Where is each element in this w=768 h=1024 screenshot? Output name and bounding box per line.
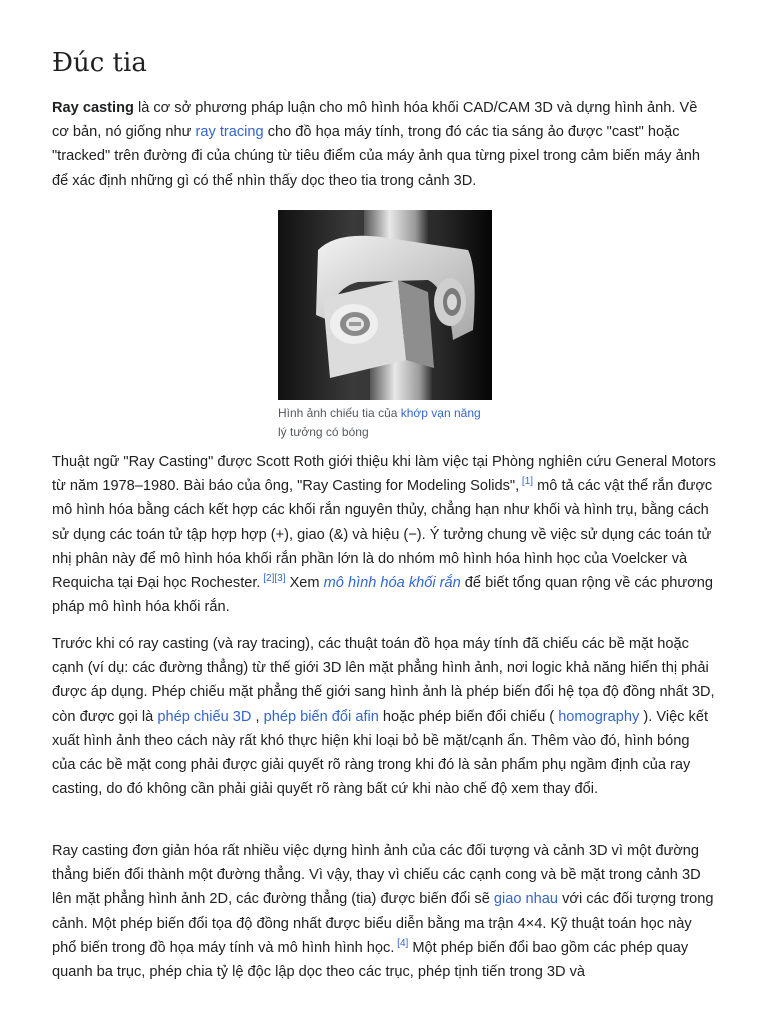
universal-joint-image[interactable] <box>278 210 492 400</box>
text: là cơ sở phương pháp luận cho mô hình hóa khối CAD/CAM 3D và dựng hình ảnh. Về cơ bản, nó giống như <box>52 100 698 141</box>
caption-text: Hình ảnh chiếu tia của <box>278 406 401 420</box>
text: hoặc phép biến đổi chiếu ( <box>378 708 559 725</box>
text: Xem <box>285 575 324 592</box>
text: , <box>251 708 264 725</box>
link-affine-transformation[interactable]: phép biến đổi afin <box>263 708 379 725</box>
paragraph-simplification <box>52 839 716 984</box>
text: để biết tổng quan rộng về các phương pháp mô hình hóa khối rắn. <box>52 575 713 616</box>
page-title: Đúc tia <box>52 48 147 78</box>
citation-4[interactable]: [4] <box>394 937 409 949</box>
figure <box>278 210 492 442</box>
caption-text: lý tưởng có bóng <box>278 425 369 439</box>
paragraph-intro <box>52 96 716 193</box>
link-ray-tracing[interactable]: ray tracing <box>195 124 264 141</box>
link-3d-projection[interactable]: phép chiếu 3D <box>157 708 252 725</box>
link-universal-joint[interactable]: khớp vạn năng <box>400 406 481 420</box>
text: ). Việc kết xuất hình ảnh theo cách này rất khó thực hiện khi loại bỏ bề mặt/cạnh ẩn. Thêm vào đó, hình bóng của các bề mặt cong phải được giải quyết rõ ràng trong khi đó là sản phẩm phụ ngầm định của ray casting, do đó không cần phải giải quyết rõ ràng bất cứ khi nào chế độ xem thay đổi. <box>52 708 708 798</box>
text: với các đối tượng trong cảnh. Một phép biến đổi tọa độ đồng nhất được biểu diễn bằng ma trận 4×4. Kỹ thuật toán học này phổ biến trong đồ họa máy tính và mô hình hình học. <box>52 891 714 956</box>
figure-caption <box>278 404 492 442</box>
citation-2[interactable]: [2] <box>260 573 275 585</box>
text: Một phép biến đổi bao gồm các phép quay quanh ba trục, phép chia tỷ lệ độc lập dọc theo các trục, phép tịnh tiến trong 3D và <box>52 939 689 981</box>
text: Trước khi có ray casting (và ray tracing), các thuật toán đồ họa máy tính đã chiếu các bề mặt hoặc cạnh (ví dụ: các đường thẳng) từ thế giới 3D lên mặt phẳng hình ảnh, nơi logic khả năng hiển thị phải được áp dụng. Phép chiếu mặt phẳng thế giới sang hình ảnh là phép biến đổi hệ tọa độ đồng nhất 3D, còn được gọi là <box>52 636 715 725</box>
citation-1[interactable]: [1] <box>519 476 534 488</box>
link-intersection[interactable]: giao nhau <box>493 891 559 908</box>
paragraph-history <box>52 450 716 619</box>
text: Thuật ngữ "Ray Casting" được Scott Roth giới thiệu khi làm việc tại Phòng nghiên cứu General Motors từ năm 1978–1980. Bài báo của ông, "Ray Casting for Modeling Solids", <box>52 454 716 495</box>
link-solid-modeling[interactable]: mô hình hóa khối rắn <box>323 575 461 592</box>
text: cho đồ họa máy tính, trong đó các tia sáng ảo được "cast" hoặc "tracked" trên đường đi của chúng từ tiêu điểm của máy ảnh qua từng pixel trong cảm biến máy ảnh để xác định những gì có thể nhìn thấy dọc theo tia trong cảnh 3D. <box>52 124 700 189</box>
term-ray-casting: Ray casting <box>52 100 134 116</box>
citation-3[interactable]: [3] <box>274 573 286 585</box>
link-homography[interactable]: homography <box>558 708 640 725</box>
text: Ray casting đơn giản hóa rất nhiều việc dựng hình ảnh của các đối tượng và cảnh 3D vì một đường thẳng biến đổi thành một đường thẳng. Vì vậy, thay vì chiếu các cạnh cong và bề mặt trong cảnh 3D lên mặt phẳng hình ảnh 2D, các đường thẳng (tia) được biến đổi sẽ <box>52 843 701 908</box>
text: mô tả các vật thể rắn được mô hình hóa bằng cách kết hợp các khối rắn nguyên thủy, chẳng hạn như khối và hình trụ, bằng cách sử dụng các toán tử tập hợp hợp (+), giao (&) và hiệu (−). Ý tưởng chung về việc sử dụng các toán tử nhị phân này để mô hình hóa khối rắn phần lớn là do nhóm mô hình hóa hình học của Voelcker và Requicha tại Đại học Rochester. <box>52 478 713 592</box>
paragraph-projection <box>52 632 716 801</box>
